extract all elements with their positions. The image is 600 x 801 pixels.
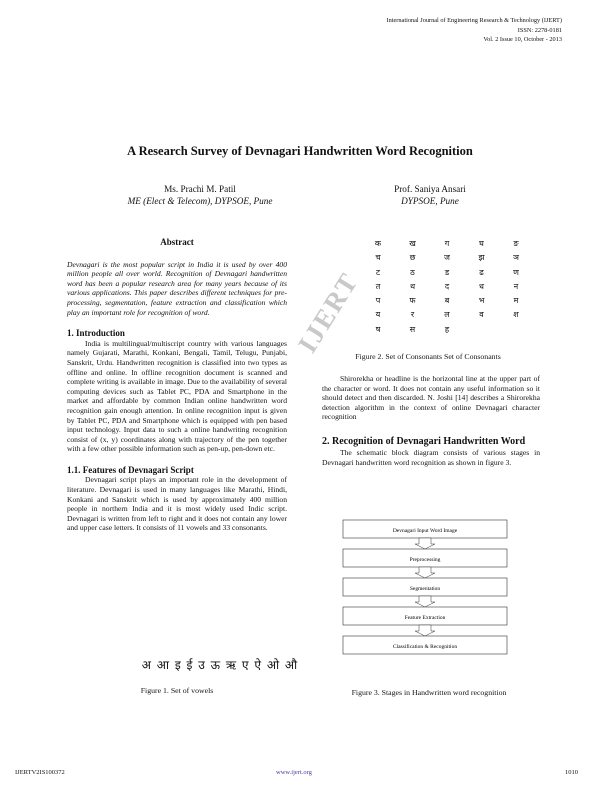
stage-arrow — [415, 596, 435, 607]
consonant-glyph — [502, 324, 530, 338]
stage-label: Feature Extraction — [404, 615, 446, 621]
stage-label: Classification & Recognition — [392, 644, 458, 650]
introduction-text: India is multilingual/multiscript country with various languages namely Gujarati, Marathi, Konkani, Bengali, Tamil, Telugu, Punjabi, Sanskrit, Urdu. Handwritten recognition is classified into two types as offline and online. In offline recognition document is scanned and complete writing is available in image. Due to the availability of several computing devices such as Tablet PC, PDA and Smartphone in the market and affordable by common Indian online handwritten word recognition gain enough attention. In online recognition input is given by Tablet PC, PDA and Smartphone which is equipped with pen based input technology. Input data to such a online handwriting recognition consist of (x, y) coordinates along with trajectory of the pen together with a few other possible information such as pen-up, pen-down etc. — [67, 338, 287, 454]
consonant-glyph: क — [374, 239, 382, 248]
author-2 — [340, 183, 520, 207]
consonant-row — [364, 309, 530, 323]
consonant-glyph: ब — [444, 296, 450, 306]
volume-issue: Vol. 2 Issue 10, October - 2013 — [483, 36, 562, 43]
consonant-row — [364, 295, 530, 309]
consonant-glyph: फ — [409, 296, 416, 306]
stage-arrow — [415, 567, 435, 578]
consonant-glyph: ज — [444, 253, 450, 263]
consonant-row — [364, 267, 530, 281]
abstract-text: Devnagari is the most popular script in India it is used by over 400 million people all over world. Recognition of Devnagari handwritten word has been a popular research area for many years because of its various applications. This paper describes different techniques for pre-processing, segmentation, feature extraction and classification which play an important role for recognition of word. — [67, 259, 287, 317]
consonant-glyph: छ — [409, 253, 416, 263]
consonant-glyph: ड — [444, 267, 450, 277]
consonant-glyph: र — [410, 310, 415, 320]
consonant-glyph: ग — [444, 239, 450, 248]
ijert-watermark: IJERT — [292, 266, 365, 358]
consonant-glyph: म — [513, 296, 519, 306]
left-column — [67, 238, 287, 533]
stage-arrow — [415, 538, 435, 549]
consonant-glyph: श — [513, 310, 519, 320]
consonant-glyph: ठ — [410, 267, 415, 277]
author-2-affiliation: DYPSOE, Pune — [401, 196, 459, 206]
consonant-glyph: य — [375, 310, 381, 320]
author-1-affiliation: ME (Elect & Telecom), DYPSOE, Pune — [127, 196, 273, 206]
consonant-row — [364, 252, 530, 266]
consonant-glyph: न — [513, 281, 519, 291]
consonant-row — [364, 238, 530, 252]
consonant-glyph — [468, 324, 496, 338]
figure3-caption: Figure 3. Stages in Handwritten word recognition — [351, 688, 507, 697]
consonant-glyph: ध — [479, 281, 484, 291]
shirorekha-text: Shirorekha or headline is the horizontal line at the upper part of the character or word. It does not contain any useful information so it should detect and then discarded. N. Joshi [14] describes a Shirorekha detection algorithm in the context of online Devnagari character recognition — [322, 374, 540, 422]
footer-url[interactable]: www.ijert.org — [276, 769, 312, 776]
consonant-glyph: स — [409, 324, 416, 334]
consonant-glyph: ख — [409, 239, 416, 248]
abstract-heading: Abstract — [160, 237, 194, 247]
consonant-glyph: ण — [513, 267, 519, 277]
stage-label: Preprocessing — [409, 557, 441, 563]
consonant-glyph: झ — [478, 253, 485, 263]
consonants-figure — [364, 238, 530, 338]
consonant-glyph: ट — [375, 267, 381, 277]
consonant-glyph: ञ — [513, 253, 519, 263]
consonant-row — [364, 324, 530, 338]
consonant-glyph: च — [375, 253, 381, 263]
author-2-name: Prof. Saniya Ansari — [394, 184, 466, 194]
consonant-glyph: ङ — [513, 239, 519, 248]
consonant-row — [364, 281, 530, 295]
journal-header — [387, 16, 563, 45]
consonant-glyph: प — [375, 296, 381, 306]
consonant-glyph: व — [479, 310, 484, 320]
paper-title: A Research Survey of Devnagari Handwritten Word Recognition — [127, 144, 473, 158]
consonant-glyph: थ — [409, 281, 416, 291]
consonant-glyph: ह — [444, 324, 450, 334]
section2-heading: 2. Recognition of Devnagari Handwritten Word — [322, 435, 526, 447]
features-text: Devnagari script plays an important role in the development of literature. Devnagari is used in many languages like Marathi, Hindi, Konkani and Sanskrit which is used by approximately 400 million people in northern India and it is most widely used Indic script. Devnagari is written from left to right and it does not contain any lower and upper case letters. It consists of 11 vowels and 33 consonants. — [67, 475, 287, 533]
consonant-glyph: भ — [478, 296, 485, 306]
right-column — [322, 374, 540, 467]
author-1 — [100, 183, 300, 207]
stage-label: Devnagari Input Word Image — [392, 528, 458, 534]
consonant-glyph: ढ — [479, 267, 484, 277]
figure1-caption: Figure 1. Set of vowels — [140, 686, 214, 695]
stage-label: Segmentation — [409, 586, 441, 592]
section2-text: The schematic block diagram consists of various stages in Devnagari handwritten word recognition as shown in figure 3. — [322, 447, 540, 467]
consonant-glyph: ल — [444, 310, 450, 320]
stage-arrow — [415, 625, 435, 636]
issn: ISSN: 2278-0181 — [517, 26, 562, 34]
stages-diagram — [335, 518, 515, 668]
footer-page-number: 1010 — [565, 769, 578, 776]
footer-id: IJERTV2IS100372 — [15, 769, 65, 776]
vowels-figure: अ आ इ ई उ ऊ ऋ ए ऐ ओ औ — [141, 658, 299, 672]
journal-name: International Journal of Engineering Research & Technology (IJERT) — [386, 17, 562, 24]
consonant-glyph: घ — [479, 239, 484, 248]
figure2-caption: Figure 2. Set of Consonants Set of Consonants — [355, 352, 501, 361]
consonant-glyph: ष — [375, 324, 381, 334]
consonant-glyph: द — [444, 281, 450, 291]
consonant-glyph: त — [375, 281, 381, 291]
introduction-heading: 1. Introduction — [67, 328, 125, 339]
features-heading: 1.1. Features of Devnagari Script — [67, 464, 194, 475]
author-1-name: Ms. Prachi M. Patil — [164, 184, 236, 194]
